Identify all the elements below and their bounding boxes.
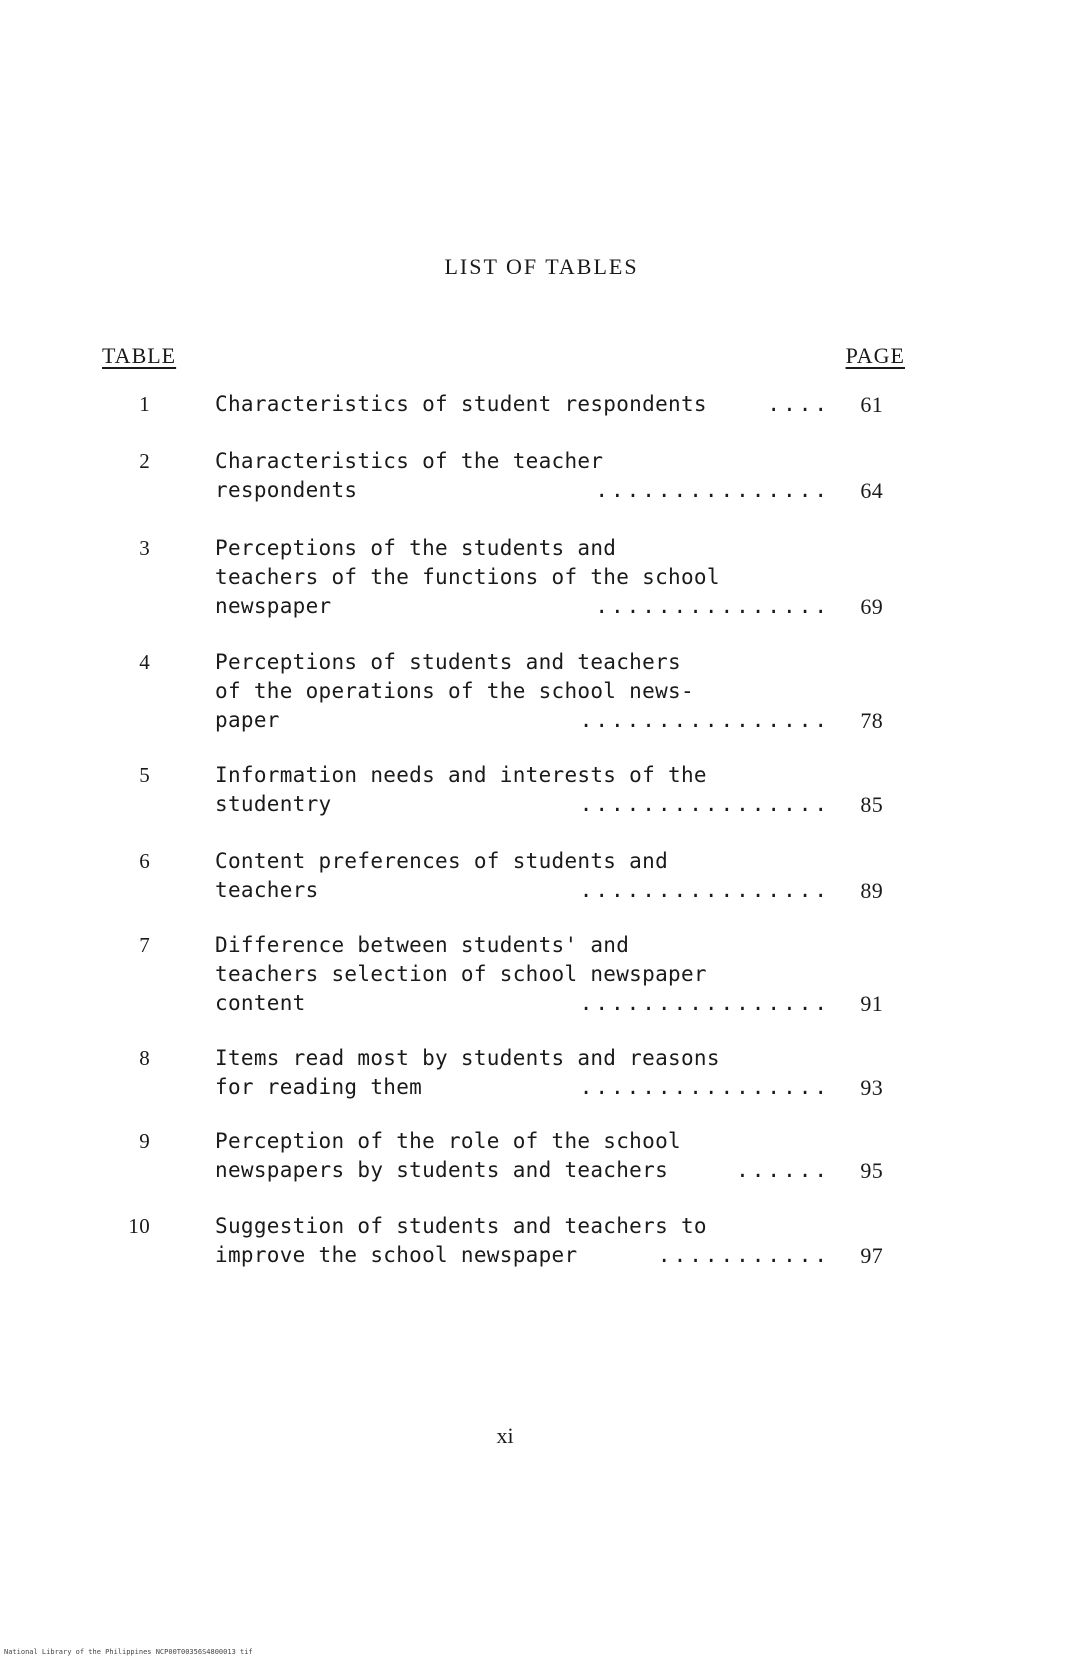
table-number: 3 bbox=[139, 536, 150, 560]
dot-leader: ................ bbox=[579, 792, 830, 816]
table-description bbox=[215, 1127, 815, 1185]
page-reference: 89 bbox=[860, 878, 883, 903]
list-item bbox=[120, 447, 905, 505]
page-column-header: PAGE bbox=[845, 343, 905, 368]
page-reference: 78 bbox=[860, 708, 883, 733]
list-item bbox=[120, 1212, 905, 1270]
table-column-header: TABLE bbox=[102, 343, 177, 368]
description-line: teachers bbox=[215, 878, 319, 902]
page-reference: 93 bbox=[860, 1075, 883, 1100]
description-line: newspaper bbox=[215, 594, 332, 618]
description-line: of the operations of the school news- bbox=[215, 679, 694, 703]
page-reference: 91 bbox=[860, 991, 883, 1016]
dot-leader: ............... bbox=[595, 478, 830, 502]
page-reference: 64 bbox=[860, 478, 883, 503]
description-line: Perceptions of the students and bbox=[215, 536, 617, 560]
description-line: respondents bbox=[215, 478, 358, 502]
description-line: content bbox=[215, 991, 306, 1015]
table-description bbox=[215, 390, 815, 419]
footer-note: National Library of the Philippines NCP00T00356S4800013 tif bbox=[4, 1648, 253, 1656]
page-number: xi bbox=[496, 1423, 514, 1448]
description-line: Characteristics of student respondents bbox=[215, 392, 707, 416]
table-number: 7 bbox=[139, 933, 150, 957]
description-line: for reading them bbox=[215, 1075, 423, 1099]
list-item bbox=[120, 1127, 905, 1185]
list-item bbox=[120, 761, 905, 819]
dot-leader: ........... bbox=[657, 1243, 830, 1267]
table-number: 4 bbox=[139, 650, 150, 674]
table-number: 10 bbox=[128, 1214, 150, 1238]
list-item bbox=[120, 1044, 905, 1102]
dot-leader: ...... bbox=[736, 1158, 830, 1182]
table-number: 1 bbox=[139, 392, 150, 416]
table-number: 8 bbox=[139, 1046, 150, 1070]
description-line: improve the school newspaper bbox=[215, 1243, 578, 1267]
page-reference: 61 bbox=[860, 392, 883, 417]
list-item bbox=[120, 534, 905, 621]
description-line: Suggestion of students and teachers to bbox=[215, 1214, 707, 1238]
description-line: Difference between students' and bbox=[215, 933, 630, 957]
description-line: paper bbox=[215, 708, 280, 732]
page-reference: 69 bbox=[860, 594, 883, 619]
dot-leader: .... bbox=[767, 392, 830, 416]
list-item bbox=[120, 648, 905, 735]
list-item bbox=[120, 390, 905, 419]
page-reference: 85 bbox=[860, 792, 883, 817]
description-line: Perception of the role of the school bbox=[215, 1129, 681, 1153]
description-line: Perceptions of students and teachers bbox=[215, 650, 681, 674]
dot-leader: ................ bbox=[579, 991, 830, 1015]
dot-leader: ............... bbox=[595, 594, 830, 618]
table-number: 2 bbox=[139, 449, 150, 473]
description-line: Items read most by students and reasons bbox=[215, 1046, 720, 1070]
table-number: 6 bbox=[139, 849, 150, 873]
description-line: teachers of the functions of the school bbox=[215, 565, 720, 589]
list-item bbox=[120, 847, 905, 905]
table-number: 9 bbox=[139, 1129, 150, 1153]
page-reference: 95 bbox=[860, 1158, 883, 1183]
description-line: teachers selection of school newspaper bbox=[215, 962, 707, 986]
description-line: Information needs and interests of the bbox=[215, 763, 707, 787]
table-number: 5 bbox=[139, 763, 150, 787]
dot-leader: ................ bbox=[579, 708, 830, 732]
dot-leader: ................ bbox=[579, 1075, 830, 1099]
dot-leader: ................ bbox=[579, 878, 830, 902]
description-line: newspapers by students and teachers bbox=[215, 1158, 669, 1182]
page-title: LIST OF TABLES bbox=[444, 254, 639, 279]
list-item bbox=[120, 931, 905, 1018]
description-line: Content preferences of students and bbox=[215, 849, 669, 873]
description-line: studentry bbox=[215, 792, 332, 816]
description-line: Characteristics of the teacher bbox=[215, 449, 604, 473]
page-reference: 97 bbox=[860, 1243, 883, 1268]
